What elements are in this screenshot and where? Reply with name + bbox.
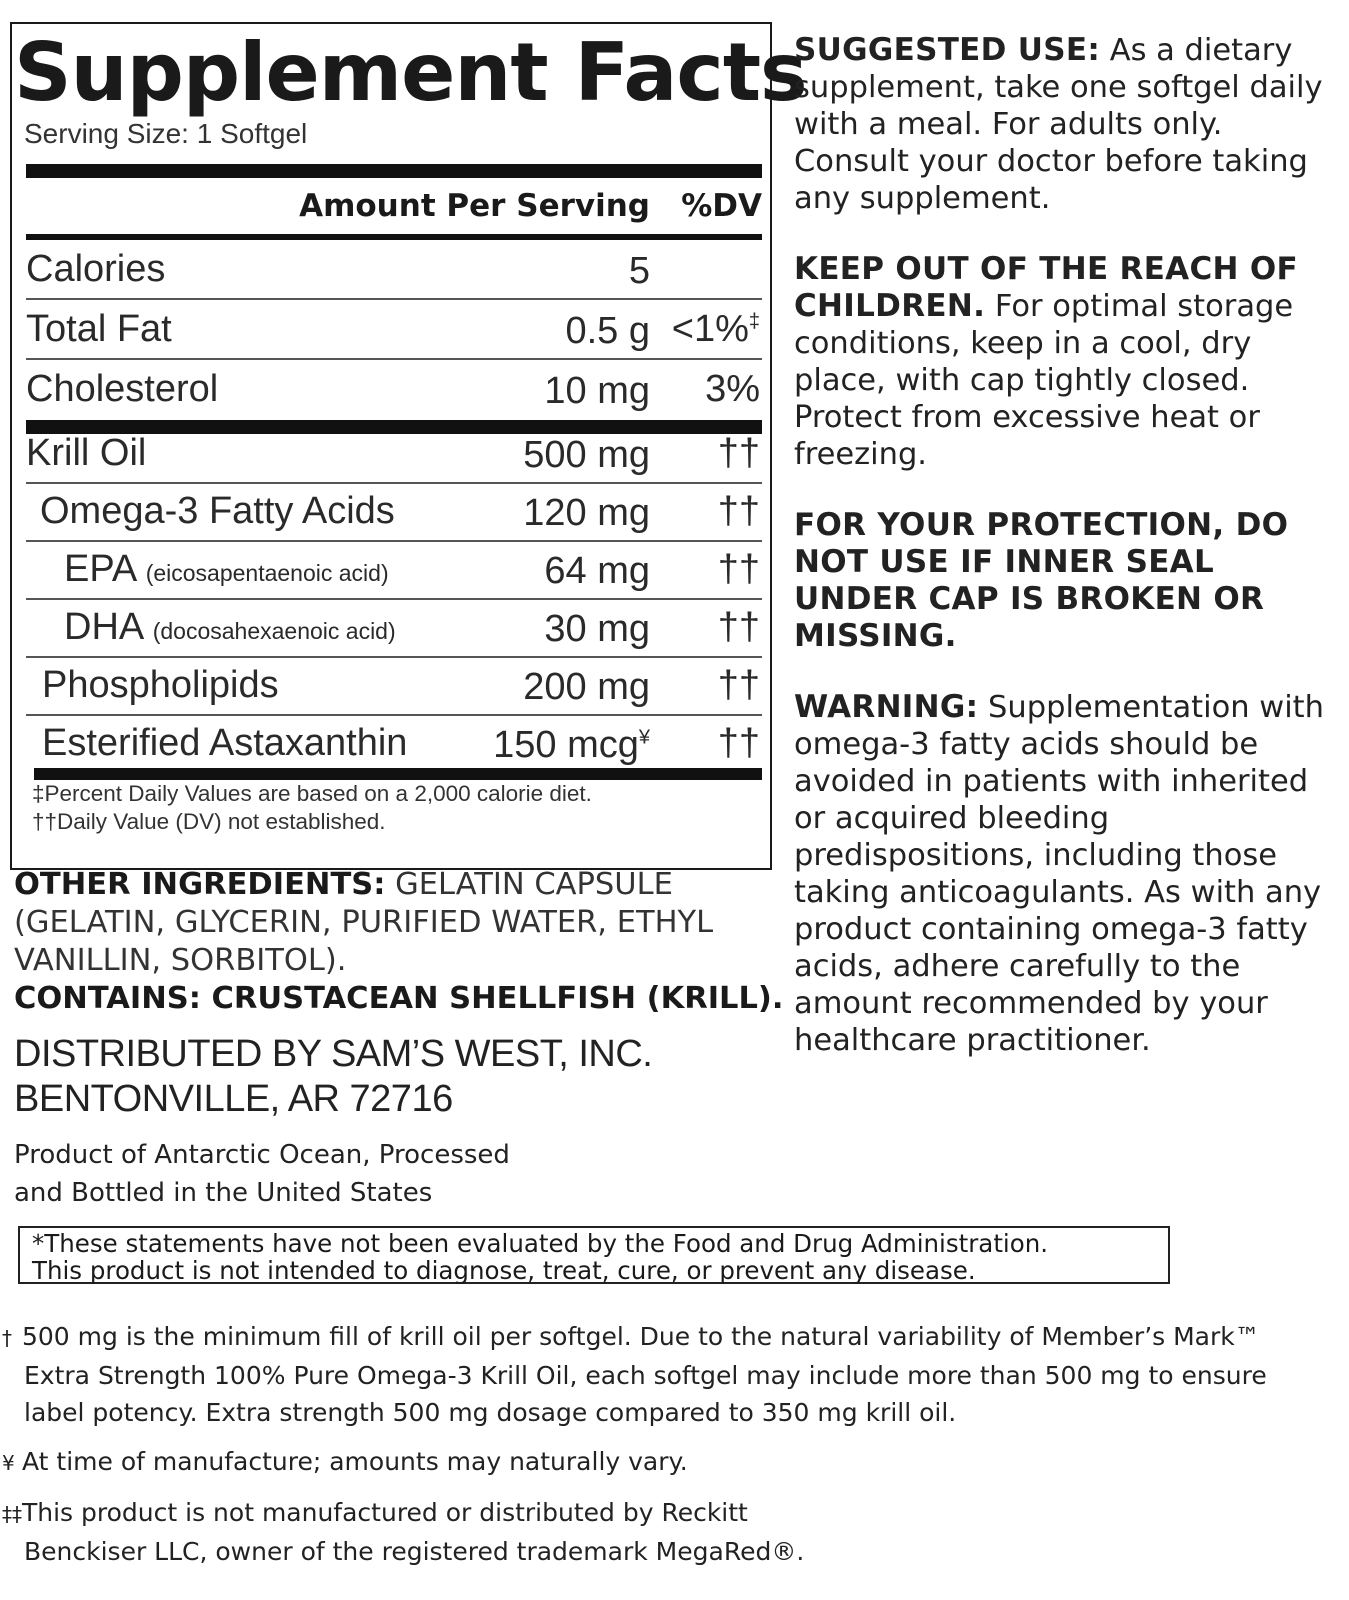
note-text: This product is not manufactured or distributed by Reckitt [22, 1498, 748, 1527]
nutrient-amount: 64 mg [544, 550, 650, 592]
nutrient-row-total-fat [26, 300, 762, 360]
nutrient-name [64, 548, 389, 591]
other-ingredients-heading: OTHER INGREDIENTS: [14, 867, 386, 902]
warning-text: Supplementation with omega-3 fatty acids should be avoided in patients with inherited or acquired bleeding predispositions, including those taking anticoagulants. As with any product containing omega-3 fatty acids, adhere carefully to the amount recommended by your healthcare practitioner. [794, 690, 1324, 1058]
nutrient-amount: 30 mg [544, 608, 650, 650]
note-text: Benckiser LLC, owner of the registered trademark MegaRed®. [24, 1537, 805, 1566]
nutrient-amount: 5 [628, 250, 650, 292]
distributor-line-2: BENTONVILLE, AR 72716 [14, 1078, 453, 1120]
allergen-contains: CONTAINS: CRUSTACEAN SHELLFISH (KRILL). [14, 981, 784, 1016]
nutrient-dv: †† [717, 664, 760, 706]
keep-out-heading: KEEP OUT OF THE REACH OF CHILDREN. [794, 251, 1298, 324]
nutrient-full-name: (eicosapentaenoic acid) [145, 560, 389, 586]
note-symbol: ‡‡ [2, 1502, 22, 1526]
amount-footnote-mark: ¥ [638, 726, 650, 749]
dv-value: <1% [671, 308, 749, 350]
nutrient-dv [672, 308, 760, 351]
nutrient-row-phospholipids [26, 656, 762, 716]
nutrient-abbrev: EPA [64, 548, 136, 590]
note-text: label potency. Extra strength 500 mg dosage compared to 350 mg krill oil. [24, 1398, 957, 1427]
disclaimer-line-2: This product is not intended to diagnose, treat, cure, or prevent any disease. [32, 1256, 976, 1285]
amount-per-serving-label: Amount Per Serving [299, 188, 650, 224]
nutrient-amount: 500 mg [523, 434, 650, 476]
storage-text: For optimal storage conditions, keep in a cool, dry place, with cap tightly closed. Protect from excessive heat or freezing. [794, 289, 1294, 472]
thick-divider [34, 768, 762, 780]
nutrient-dv: †† [717, 548, 760, 590]
nutrient-name: Krill Oil [26, 432, 147, 474]
nutrient-name: Cholesterol [26, 368, 219, 410]
footnote-daily-values: ‡Percent Daily Values are based on a 2,000 calorie diet. [32, 781, 592, 806]
distributor-line-1: DISTRIBUTED BY SAM’S WEST, INC. [14, 1033, 653, 1075]
keep-out-of-reach [794, 251, 1334, 473]
dv-footnote-mark: ‡ [748, 310, 760, 333]
nutrient-abbrev: DHA [64, 606, 143, 648]
nutrient-name: Calories [26, 248, 166, 290]
note-trademark [2, 1494, 1332, 1570]
nutrient-row-epa [26, 540, 762, 600]
nutrient-name: Omega-3 Fatty Acids [40, 490, 395, 532]
disclaimer-line-1: *These statements have not been evaluated by the Food and Drug Administration. [32, 1229, 1049, 1258]
nutrient-row-krill-oil [26, 424, 762, 484]
nutrient-dv: †† [717, 722, 760, 764]
nutrient-amount [493, 724, 650, 767]
other-ingredients [14, 866, 784, 980]
amount-value: 150 mcg [493, 724, 639, 766]
note-text: At time of manufacture; amounts may naturally vary. [22, 1447, 688, 1476]
nutrient-row-calories [26, 240, 762, 300]
supplement-facts-panel [10, 22, 807, 870]
nutrient-name: Total Fat [26, 308, 172, 350]
footnote-dv-not-established: ††Daily Value (DV) not established. [32, 809, 386, 834]
nutrient-dv: †† [717, 432, 760, 474]
warning-heading: WARNING: [794, 689, 979, 725]
distributor [14, 1032, 664, 1122]
nutrient-full-name: (docosahexaenoic acid) [152, 618, 396, 644]
nutrient-row-astaxanthin [26, 714, 762, 772]
note-text: Extra Strength 100% Pure Omega-3 Krill Oil, each softgel may include more than 500 mg to ensure [24, 1361, 1267, 1390]
warning [794, 689, 1334, 1059]
nutrient-row-cholesterol [26, 360, 762, 418]
note-text: 500 mg is the minimum fill of krill oil per softgel. Due to the natural variability of Member’s Mark™ [22, 1322, 1260, 1351]
note-time-of-manufacture [2, 1443, 1332, 1482]
facts-footnotes [32, 780, 592, 836]
suggested-use-heading: SUGGESTED USE: [794, 32, 1101, 68]
thick-divider [26, 164, 762, 178]
dv-label: %DV [681, 188, 762, 224]
nutrient-name [64, 606, 396, 649]
nutrient-amount: 120 mg [523, 492, 650, 534]
bottom-notes [2, 1318, 1332, 1582]
nutrient-amount: 0.5 g [565, 310, 650, 352]
note-symbol: ¥ [2, 1451, 15, 1475]
nutrient-row-omega-3 [26, 482, 762, 542]
product-origin [14, 1136, 634, 1212]
nutrient-dv: †† [717, 490, 760, 532]
right-column [794, 32, 1334, 1093]
nutrient-dv: 3% [705, 368, 760, 410]
fda-disclaimer [18, 1226, 1170, 1284]
other-ingredients-text: GELATIN CAPSULE (GELATIN, GLYCERIN, PURIFIED WATER, ETHYL VANILLIN, SORBITOL). [14, 867, 714, 978]
nutrient-row-dha [26, 598, 762, 658]
amount-header [26, 182, 762, 232]
note-minimum-fill [2, 1318, 1332, 1431]
nutrient-dv: †† [717, 606, 760, 648]
note-symbol: † [2, 1326, 12, 1350]
ingredients [14, 866, 784, 1018]
suggested-use [794, 32, 1334, 217]
suggested-use-text: As a dietary supplement, take one softgel daily with a meal. For adults only. Consult your doctor before taking any supplement. [794, 33, 1323, 216]
serving-size: Serving Size: 1 Softgel [24, 118, 308, 149]
facts-title: Supplement Facts [14, 26, 807, 119]
nutrient-name: Phospholipids [42, 664, 279, 706]
origin-line-2: and Bottled in the United States [14, 1178, 433, 1208]
nutrient-amount: 10 mg [544, 370, 650, 412]
nutrient-amount: 200 mg [523, 666, 650, 708]
origin-line-1: Product of Antarctic Ocean, Processed [14, 1140, 510, 1170]
protection-notice: FOR YOUR PROTECTION, DO NOT USE IF INNER SEAL UNDER CAP IS BROKEN OR MISSING. [794, 507, 1289, 654]
nutrient-name: Esterified Astaxanthin [42, 722, 408, 764]
